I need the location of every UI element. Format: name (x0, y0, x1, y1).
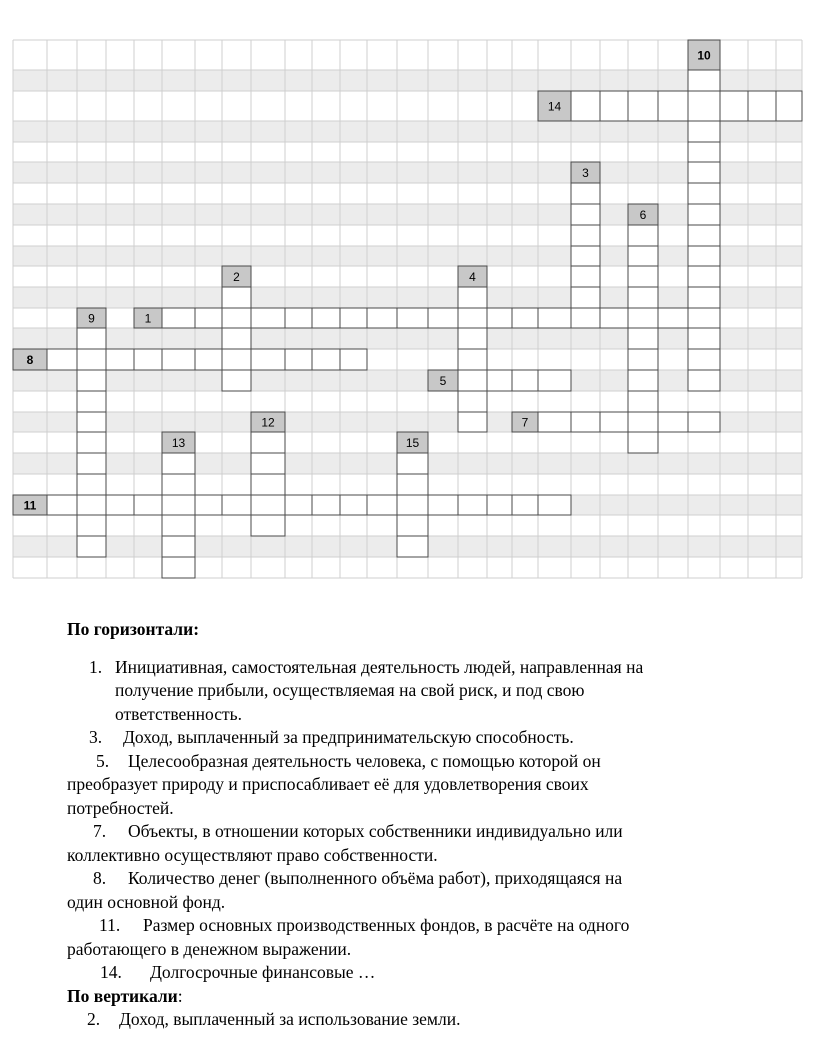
crossword-cell[interactable] (600, 91, 628, 121)
crossword-cell[interactable] (312, 349, 340, 370)
clue-number: 11. (99, 915, 121, 935)
crossword-cell[interactable] (688, 370, 720, 391)
grid-row-bg (13, 266, 802, 287)
clue-number: 7. (93, 821, 107, 841)
crossword-cell[interactable] (285, 495, 312, 515)
crossword-cell[interactable] (397, 515, 428, 536)
crossword-cell[interactable] (428, 308, 458, 328)
grid-row-bg (13, 225, 802, 246)
crossword-cell[interactable] (658, 412, 688, 432)
crossword-cell[interactable] (312, 308, 340, 328)
clue-number-label: 15 (405, 436, 420, 450)
crossword-cell[interactable] (688, 225, 720, 246)
clue-number-label: 8 (26, 353, 34, 367)
grid-row-bg (13, 287, 802, 308)
crossword-cell[interactable] (571, 287, 600, 308)
clue-number: 5. (96, 750, 110, 771)
crossword-cell[interactable] (512, 370, 538, 391)
crossword-cell[interactable] (688, 121, 720, 142)
crossword-cell[interactable] (628, 308, 658, 328)
crossword-cell[interactable] (77, 412, 106, 432)
grid-row-bg (13, 204, 802, 225)
crossword-cell[interactable] (688, 162, 720, 183)
crossword-cell[interactable] (285, 349, 312, 370)
crossword-cell[interactable] (162, 536, 195, 557)
crossword-cell[interactable] (222, 308, 251, 328)
crossword-cell[interactable] (776, 91, 802, 121)
across-clue-5-cont: потребностей. (67, 797, 174, 818)
down-heading: По вертикали: (67, 985, 183, 1006)
crossword-cell[interactable] (195, 349, 222, 370)
crossword-cell[interactable] (458, 370, 487, 391)
crossword-cell[interactable] (47, 495, 77, 515)
crossword-cell[interactable] (77, 370, 106, 391)
across-clue-1: 1. Инициативная, самостоятельная деятельность людей, направленная на (67, 656, 757, 680)
crossword-cell[interactable] (77, 515, 106, 536)
crossword-cell[interactable] (458, 308, 487, 328)
crossword-cell[interactable] (195, 308, 222, 328)
crossword-cell[interactable] (628, 349, 658, 370)
crossword-cell[interactable] (162, 453, 195, 474)
crossword-cell[interactable] (458, 495, 487, 515)
grid-row-bg (13, 246, 802, 266)
grid-row-bg (13, 391, 802, 412)
crossword-cell[interactable] (77, 453, 106, 474)
across-heading: По горизонтали: (67, 619, 200, 639)
crossword-cell[interactable] (340, 349, 367, 370)
crossword-cell[interactable] (688, 349, 720, 370)
clue-number-label: 5 (439, 374, 447, 388)
crossword-cell[interactable] (251, 349, 285, 370)
across-clue-7: 7. Объекты, в отношении которых собственники индивидуально или (67, 820, 757, 844)
crossword-cell[interactable] (222, 349, 251, 370)
crossword-cell[interactable] (688, 142, 720, 162)
grid-row-bg (13, 40, 802, 70)
crossword-cell[interactable] (77, 432, 106, 453)
crossword-cell[interactable] (600, 412, 628, 432)
crossword-cell[interactable] (428, 495, 458, 515)
crossword-cell[interactable] (628, 370, 658, 391)
crossword-cell[interactable] (688, 70, 720, 91)
crossword-cell[interactable] (47, 349, 77, 370)
crossword-cell[interactable] (251, 453, 285, 474)
crossword-cell[interactable] (748, 91, 776, 121)
across-clue-5-cont: преобразует природу и приспосабливает её для удовлетворения своих (67, 774, 589, 794)
crossword-cell[interactable] (487, 370, 512, 391)
crossword-cell[interactable] (458, 349, 487, 370)
crossword-cell[interactable] (106, 349, 134, 370)
grid-row-bg (13, 183, 802, 204)
across-clue-8: 8. Количество денег (выполненного объёма работ), приходящаяся на (67, 867, 757, 891)
crossword-cell[interactable] (458, 391, 487, 412)
crossword-cell[interactable] (77, 495, 106, 515)
across-clue-8-cont: один основной фонд. (67, 891, 226, 912)
crossword-cell[interactable] (106, 495, 134, 515)
clue-number-label: 13 (171, 436, 186, 450)
crossword-cell[interactable] (688, 266, 720, 287)
crossword-cell[interactable] (77, 349, 106, 370)
clues-section (67, 618, 757, 1032)
crossword-cell[interactable] (538, 308, 571, 328)
across-clue-7-cont: коллективно осуществляют право собственности. (67, 844, 438, 865)
crossword-cell[interactable] (162, 557, 195, 578)
crossword-cell[interactable] (538, 370, 571, 391)
crossword-cell[interactable] (600, 308, 628, 328)
clue-number-label: 1 (144, 311, 152, 326)
crossword-cell[interactable] (222, 328, 251, 349)
crossword-cell[interactable] (571, 204, 600, 225)
clue-number: 3. (89, 727, 103, 747)
crossword-cell[interactable] (688, 287, 720, 308)
across-clue-14: 14. Долгосрочные финансовые … (67, 961, 757, 985)
crossword-cell[interactable] (571, 266, 600, 287)
crossword-cell[interactable] (628, 391, 658, 412)
crossword-cell[interactable] (571, 246, 600, 266)
crossword-cell[interactable] (367, 308, 397, 328)
crossword-cell[interactable] (77, 391, 106, 412)
across-clue-1-cont: ответственность. (115, 703, 242, 724)
crossword-cell[interactable] (688, 412, 720, 432)
crossword-cell[interactable] (251, 515, 285, 536)
crossword-cell[interactable] (162, 495, 195, 515)
across-clue-5: 5. Целесообразная деятельность человека, с помощью которой он (67, 750, 757, 774)
crossword-cell[interactable] (162, 308, 195, 328)
crossword-cell[interactable] (628, 328, 658, 349)
crossword-cell[interactable] (312, 495, 340, 515)
crossword-cell[interactable] (538, 412, 571, 432)
across-clue-1-cont: получение прибыли, осуществляемая на свой риск, и под свою (115, 680, 585, 700)
grid-row-bg (13, 162, 802, 183)
crossword-cell[interactable] (571, 225, 600, 246)
crossword-cell[interactable] (628, 432, 658, 453)
crossword-cell[interactable] (658, 91, 688, 121)
crossword-cell[interactable] (162, 349, 195, 370)
crossword-cell[interactable] (367, 495, 397, 515)
crossword-cell[interactable] (487, 308, 512, 328)
crossword-cell[interactable] (397, 536, 428, 557)
crossword-cell[interactable] (538, 495, 571, 515)
clue-number: 14. (100, 962, 122, 982)
clue-number: 2. (87, 1009, 101, 1029)
crossword-cell[interactable] (340, 308, 367, 328)
crossword-cell[interactable] (340, 495, 367, 515)
crossword-cell[interactable] (162, 515, 195, 536)
crossword-cell[interactable] (397, 453, 428, 474)
crossword-cell[interactable] (397, 474, 428, 495)
crossword-cell[interactable] (658, 308, 688, 328)
crossword-cell[interactable] (222, 287, 251, 308)
clue-number-label: 6 (639, 208, 647, 222)
clue-number-label: 3 (582, 166, 589, 180)
crossword-cell[interactable] (458, 287, 487, 308)
crossword-cell[interactable] (162, 474, 195, 495)
crossword-cell[interactable] (458, 328, 487, 349)
crossword-cell[interactable] (688, 204, 720, 225)
crossword-cell[interactable] (512, 308, 538, 328)
clue-number-label: 10 (697, 48, 711, 63)
clue-number-label: 9 (88, 311, 95, 326)
crossword-cell[interactable] (251, 474, 285, 495)
crossword-cell[interactable] (628, 225, 658, 246)
crossword-cell[interactable] (688, 183, 720, 204)
crossword-cell[interactable] (688, 328, 720, 349)
crossword-cell[interactable] (487, 495, 512, 515)
crossword-cell[interactable] (688, 246, 720, 266)
across-clue-11-cont: работающего в денежном выражении. (67, 938, 352, 959)
crossword-cell[interactable] (571, 91, 600, 121)
crossword-cell[interactable] (77, 474, 106, 495)
clue-number-label: 12 (261, 415, 275, 430)
grid-row-bg (13, 328, 802, 349)
crossword-cell[interactable] (628, 266, 658, 287)
clue-number-label: 14 (547, 99, 562, 114)
crossword-cell[interactable] (222, 370, 251, 391)
crossword-cell[interactable] (195, 495, 222, 515)
crossword-cell[interactable] (77, 328, 106, 349)
crossword-cell[interactable] (571, 183, 600, 204)
crossword-cell[interactable] (512, 495, 538, 515)
crossword-cell[interactable] (134, 495, 162, 515)
crossword-cell[interactable] (222, 495, 251, 515)
clue-number: 8. (93, 868, 107, 888)
crossword-cell[interactable] (397, 495, 428, 515)
crossword-cell[interactable] (251, 308, 285, 328)
crossword-cell[interactable] (571, 412, 600, 432)
crossword-cell[interactable] (720, 91, 748, 121)
clue-number-label: 2 (233, 270, 240, 284)
crossword-cell[interactable] (688, 91, 720, 121)
grid-row-bg (13, 370, 802, 391)
grid-row-bg (13, 70, 802, 91)
clue-number: 1. (89, 656, 103, 677)
clue-number-label: 7 (521, 415, 529, 430)
crossword-cell[interactable] (251, 432, 285, 453)
grid-row-bg (13, 121, 802, 142)
across-clue-11: 11. Размер основных производственных фондов, в расчёте на одного (67, 914, 757, 938)
clue-number-label: 11 (23, 498, 37, 513)
crossword-cell[interactable] (628, 412, 658, 432)
clue-number-label: 4 (469, 270, 476, 284)
crossword-cell[interactable] (134, 349, 162, 370)
crossword-cell[interactable] (397, 308, 428, 328)
grid-row-bg (13, 142, 802, 162)
crossword-cell[interactable] (77, 536, 106, 557)
crossword-cell[interactable] (571, 308, 600, 328)
across-clue-3: 3. Доход, выплаченный за предпринимательскую способность. (67, 726, 757, 750)
grid-row-bg (13, 557, 802, 578)
crossword-cell[interactable] (628, 287, 658, 308)
crossword-cell[interactable] (628, 91, 658, 121)
crossword-cell[interactable] (458, 412, 487, 432)
crossword-cell[interactable] (628, 246, 658, 266)
crossword-cell[interactable] (285, 308, 312, 328)
crossword-cell[interactable] (251, 495, 285, 515)
down-clue-2: 2. Доход, выплаченный за использование земли. (67, 1008, 757, 1032)
crossword-cell[interactable] (688, 308, 720, 328)
